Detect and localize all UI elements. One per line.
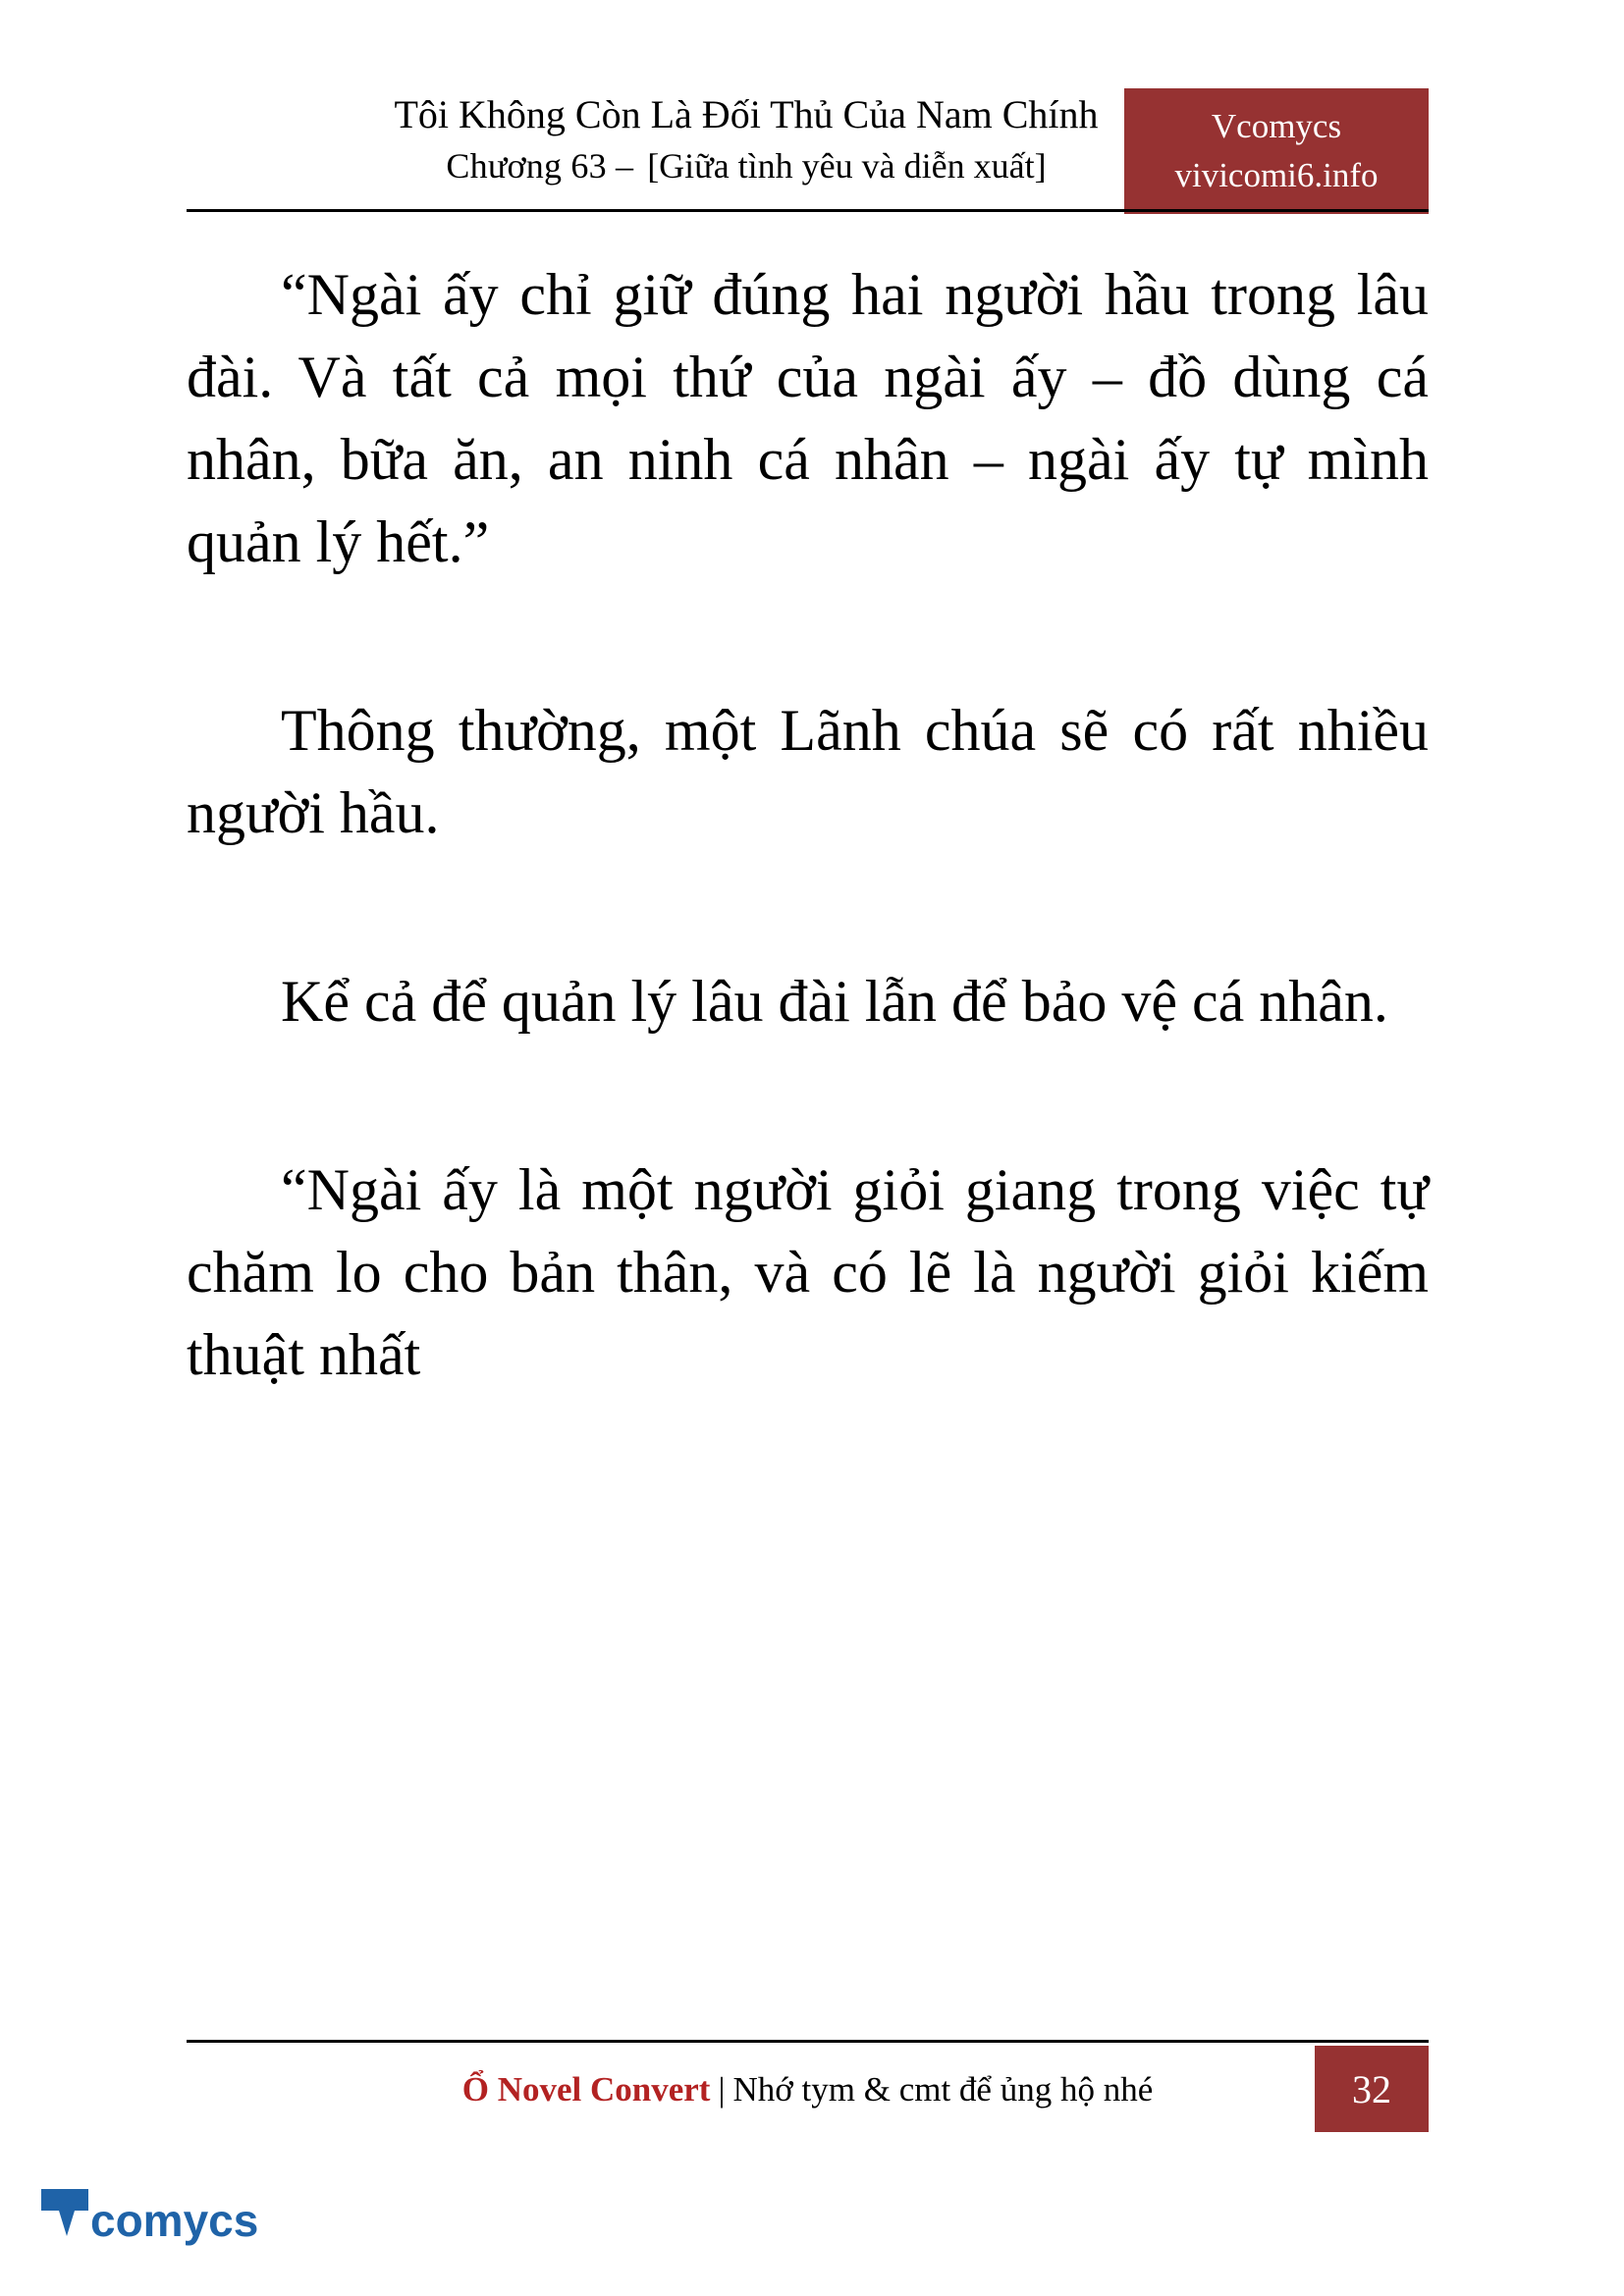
paragraph: Thông thường, một Lãnh chúa sẽ có rất nhiều người hầu.	[187, 698, 1429, 845]
chapter-title: [Giữa tình yêu và diễn xuất]	[647, 146, 1047, 186]
footer-note: Nhớ tym & cmt để ủng hộ nhé	[732, 2070, 1154, 2109]
site-badge-brand: Vcomycs	[1211, 107, 1342, 145]
vcomycs-watermark-logo	[37, 2181, 263, 2264]
page-number-badge: 32	[1315, 2046, 1429, 2132]
site-badge-url: vivicomi6.info	[1174, 156, 1379, 194]
chapter-label: Chương 63 –	[446, 146, 634, 186]
footer-text-block	[187, 2043, 1429, 2136]
site-badge	[1124, 88, 1429, 214]
paragraph: Kể cả để quản lý lâu đài lẫn để bảo vệ cá nhân.	[281, 969, 1388, 1034]
footer-note-line	[187, 2043, 1429, 2136]
page-footer	[187, 2040, 1429, 2150]
footer-brand: Ổ Novel Convert	[461, 2070, 711, 2109]
book-title: Tôi Không Còn Là Đối Thủ Của Nam Chính	[394, 92, 1099, 136]
page-header	[187, 88, 1429, 216]
svg-text:comycs: comycs	[90, 2195, 259, 2246]
paragraph: “Ngài ấy là một người giỏi giang trong việc tự chăm lo cho bản thân, và có lẽ là người giỏi kiếm thuật nhất	[187, 1157, 1429, 1387]
header-divider	[187, 209, 1429, 212]
paragraph: “Ngài ấy chỉ giữ đúng hai người hầu trong lâu đài. Và tất cả mọi thứ của ngài ấy – đồ dùng cá nhân, bữa ăn, an ninh cá nhân – ngài ấy tự mình quản lý hết.”	[187, 262, 1429, 574]
footer-separator: |	[718, 2070, 726, 2109]
page-content	[187, 253, 1429, 1396]
